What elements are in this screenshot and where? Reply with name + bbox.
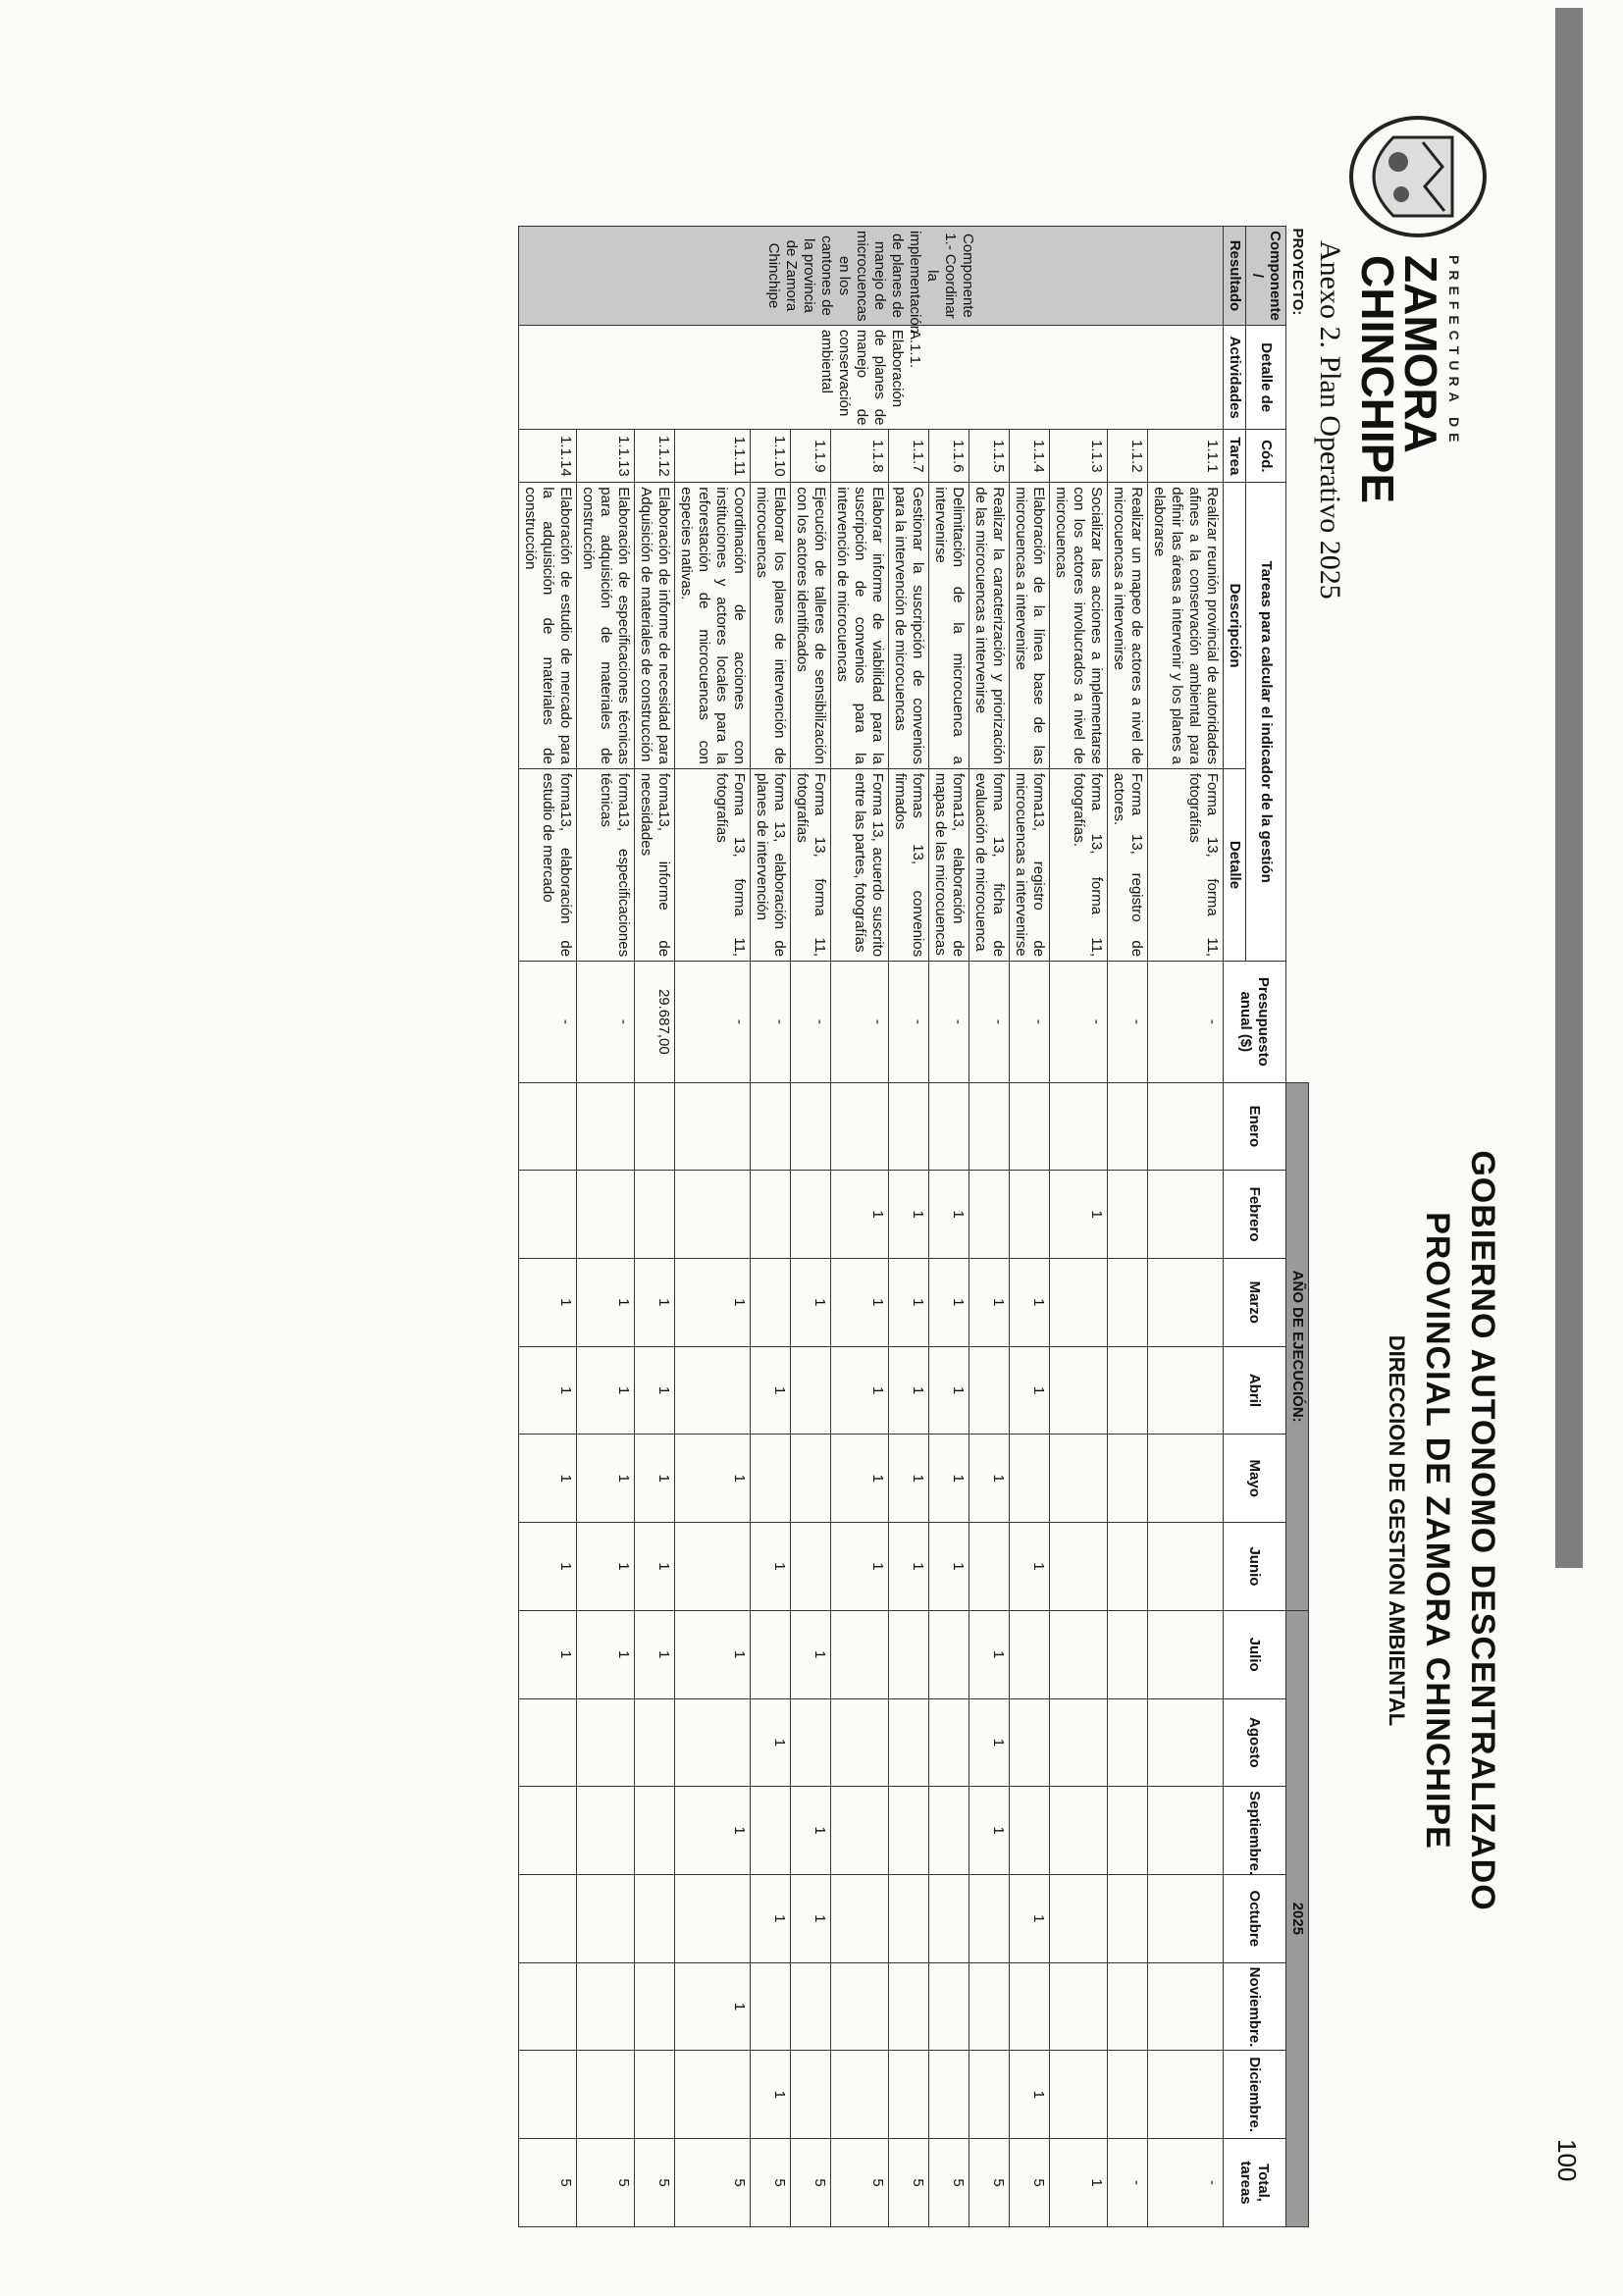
- operating-plan-table: [518, 226, 1309, 2227]
- month-header-jul: Julio: [1224, 1610, 1286, 1698]
- org-title-line1: GOBIERNO AUTONOMO DESCENTRALIZADO: [1464, 1150, 1501, 1911]
- project-label: PROYECTO:: [1289, 228, 1307, 316]
- month-value: [969, 1962, 1010, 2051]
- verification-source: Forma 13, registro de actores.: [1108, 768, 1148, 961]
- month-value: 1: [675, 1610, 751, 1698]
- month-value: [889, 1698, 929, 1787]
- month-value: 1: [831, 1435, 889, 1523]
- month-value: [519, 1787, 577, 1875]
- month-value: [929, 1610, 969, 1698]
- month-header-oct: Octubre: [1224, 1874, 1286, 1962]
- task-total: 5: [1010, 2139, 1050, 2227]
- task-total: -: [1108, 2139, 1148, 2227]
- month-value: [1010, 1787, 1050, 1875]
- table-row: [1010, 227, 1050, 2227]
- month-value: 1: [831, 1346, 889, 1435]
- month-value: [831, 1787, 889, 1875]
- month-value: 1: [929, 1435, 969, 1523]
- task-code: 1.1.4: [1010, 430, 1050, 483]
- task-code: 1.1.9: [791, 430, 831, 483]
- brand-prefix: PREFECTURA DE: [1446, 255, 1462, 448]
- month-value: 1: [635, 1610, 675, 1698]
- table-row: [889, 227, 929, 2227]
- month-header-mar: Marzo: [1224, 1258, 1286, 1346]
- month-value: [1148, 2051, 1224, 2139]
- task-description: Elaboración de informe de necesidad para Adquisición de materiales de construcción: [635, 483, 675, 769]
- department-title: DIRECCION DE GESTION AMBIENTAL: [1385, 1334, 1409, 1727]
- month-value: 1: [635, 1435, 675, 1523]
- task-code: 1.1.8: [831, 430, 889, 483]
- task-description: Realizar la caracterización y priorización de las microcuencas a intervenirse: [969, 483, 1010, 769]
- month-value: [929, 1874, 969, 1962]
- month-value: [1148, 1082, 1224, 1171]
- description-header: Descripción: [1224, 483, 1246, 769]
- month-value: [751, 1787, 791, 1875]
- month-value: [969, 2051, 1010, 2139]
- task-code: 1.1.7: [889, 430, 929, 483]
- month-value: [1108, 1962, 1148, 2051]
- month-value: [1148, 1698, 1224, 1787]
- month-value: [519, 1962, 577, 2051]
- table-row: [791, 227, 831, 2227]
- month-header-jun: Junio: [1224, 1523, 1286, 1611]
- brand-name-line1: ZAMORA: [1395, 255, 1446, 453]
- month-value: [791, 1523, 831, 1611]
- month-value: 1: [831, 1523, 889, 1611]
- month-value: [675, 1698, 751, 1787]
- month-value: 1: [831, 1171, 889, 1259]
- month-value: 1: [889, 1435, 929, 1523]
- month-value: [635, 1874, 675, 1962]
- task-total: 5: [831, 2139, 889, 2227]
- month-value: [1148, 1523, 1224, 1611]
- month-value: [1010, 1082, 1050, 1171]
- month-value: [1108, 2051, 1148, 2139]
- month-value: [577, 1171, 635, 1259]
- annual-budget: -: [519, 962, 577, 1082]
- budget-header: Presupuesto anual ($): [1224, 962, 1286, 1082]
- month-value: 1: [577, 1610, 635, 1698]
- month-value: [635, 2051, 675, 2139]
- annex-title: Anexo 2. Plan Operativo 2025: [1314, 240, 1346, 600]
- total-header: Total, tareas: [1224, 2139, 1286, 2227]
- month-value: [577, 1962, 635, 2051]
- task-code: 1.1.12: [635, 430, 675, 483]
- month-value: [1050, 1435, 1108, 1523]
- task-code: 1.1.2: [1108, 430, 1148, 483]
- month-value: [519, 2051, 577, 2139]
- verification-source: forma 13, elaboración de planes de intervención: [751, 768, 791, 961]
- month-value: [969, 1346, 1010, 1435]
- verification-source: forma13, informe de necesidades: [635, 768, 675, 961]
- page-edge-bar: [1555, 8, 1583, 1568]
- verification-source: forma13, registro de microcuencas a intervenirse: [1010, 768, 1050, 961]
- verification-source: forma 13, ficha de evaluación de microcuenca: [969, 768, 1010, 961]
- task-description: Elaborar los planes de intervención de microcuencas: [751, 483, 791, 769]
- task-total: 5: [675, 2139, 751, 2227]
- annual-budget: -: [929, 962, 969, 1082]
- month-value: 1: [675, 1435, 751, 1523]
- month-value: 1: [751, 1698, 791, 1787]
- month-value: 1: [889, 1258, 929, 1346]
- month-value: 1: [929, 1346, 969, 1435]
- table-row: [635, 227, 675, 2227]
- table-row: [1108, 227, 1148, 2227]
- month-value: [1050, 1258, 1108, 1346]
- month-value: 1: [519, 1435, 577, 1523]
- month-value: 1: [929, 1523, 969, 1611]
- annual-budget: -: [751, 962, 791, 1082]
- month-value: 1: [969, 1610, 1010, 1698]
- page-number: 100: [1552, 2139, 1582, 2182]
- month-value: [1148, 1258, 1224, 1346]
- month-value: [1010, 1435, 1050, 1523]
- month-value: [1108, 1082, 1148, 1171]
- month-value: [1050, 1962, 1108, 2051]
- activities-header: Actividades: [1224, 325, 1246, 430]
- task-total: -: [1148, 2139, 1224, 2227]
- brand-name-line2: CHINCHIPE: [1352, 255, 1403, 504]
- month-value: 1: [889, 1523, 929, 1611]
- month-value: [1050, 2051, 1108, 2139]
- month-value: 1: [1010, 1523, 1050, 1611]
- month-value: [1108, 1435, 1148, 1523]
- task-total: 5: [751, 2139, 791, 2227]
- task-total: 5: [519, 2139, 577, 2227]
- month-value: [791, 1082, 831, 1171]
- month-value: [929, 1962, 969, 2051]
- task-total: 5: [929, 2139, 969, 2227]
- month-value: [831, 1610, 889, 1698]
- month-value: 1: [675, 1258, 751, 1346]
- month-value: 1: [675, 1962, 751, 2051]
- month-value: [1108, 1698, 1148, 1787]
- month-header-nov: Noviembre.: [1224, 1962, 1286, 2051]
- month-value: [1148, 1962, 1224, 2051]
- verification-source: forma13, elaboración de estudio de mercado: [519, 768, 577, 961]
- month-value: [1148, 1346, 1224, 1435]
- table-row: [675, 227, 751, 2227]
- month-value: [1108, 1523, 1148, 1611]
- month-value: 1: [675, 1787, 751, 1875]
- month-value: 1: [791, 1258, 831, 1346]
- verification-source: forma13, elaboración de mapas de las microcuencas: [929, 768, 969, 961]
- month-value: [1050, 1698, 1108, 1787]
- month-value: [889, 1082, 929, 1171]
- activity-cell: A.1.1. Elaboración de planes de manejo de conservación ambiental: [519, 325, 1224, 430]
- task-description: Delimitación de la microcuenca a intervenirse: [929, 483, 969, 769]
- month-value: [1108, 1610, 1148, 1698]
- month-value: 1: [519, 1346, 577, 1435]
- month-header-jan: Enero: [1224, 1082, 1286, 1171]
- month-value: 1: [519, 1610, 577, 1698]
- month-value: 1: [791, 1874, 831, 1962]
- month-value: 1: [1010, 1346, 1050, 1435]
- task-code: 1.1.13: [577, 430, 635, 483]
- task-description: Elaborar informe de viabilidad para la suscripción de convenios para la intervención de microcuencas: [831, 483, 889, 769]
- annual-budget: -: [791, 962, 831, 1082]
- month-value: 1: [635, 1258, 675, 1346]
- verification-source: formas 13, convenios firmados: [889, 768, 929, 961]
- annual-budget: -: [831, 962, 889, 1082]
- task-description: Coordinación de acciones con instituciones y actores locales para la reforestación de microcuencas con especies nativas.: [675, 483, 751, 769]
- month-header-may: Mayo: [1224, 1435, 1286, 1523]
- month-value: [675, 1171, 751, 1259]
- month-value: 1: [1010, 1258, 1050, 1346]
- month-value: [1108, 1258, 1148, 1346]
- component-cell: Componente 1.- Coordinar la implementación de planes de manejo de microcuencas en los cantones de la provincia de Zamora Chinchipe: [519, 227, 1224, 326]
- month-value: [1010, 1171, 1050, 1259]
- month-value: 1: [519, 1258, 577, 1346]
- month-value: [675, 1346, 751, 1435]
- annual-budget: -: [1148, 962, 1224, 1082]
- month-value: [577, 1698, 635, 1787]
- task-total: 1: [1050, 2139, 1108, 2227]
- task-description: Realizar un mapeo de actores a nivel de microcuencas a intervenirse: [1108, 483, 1148, 769]
- month-value: 1: [969, 1258, 1010, 1346]
- task-code: 1.1.6: [929, 430, 969, 483]
- month-value: [1050, 1346, 1108, 1435]
- month-value: [929, 1082, 969, 1171]
- table-row: [929, 227, 969, 2227]
- month-value: [635, 1787, 675, 1875]
- month-value: [791, 1698, 831, 1787]
- month-value: 1: [751, 1874, 791, 1962]
- verification-source: forma13, especificaciones técnicas: [577, 768, 635, 961]
- month-value: 1: [577, 1435, 635, 1523]
- month-value: [751, 1171, 791, 1259]
- month-value: [929, 1698, 969, 1787]
- table-row: [1148, 227, 1224, 2227]
- month-value: [1050, 1874, 1108, 1962]
- month-value: 1: [635, 1523, 675, 1611]
- month-value: [577, 1874, 635, 1962]
- month-value: [831, 1698, 889, 1787]
- task-description: Elaboración de estudio de mercado para la adquisición de materiales de construcción: [519, 483, 577, 769]
- task-total: 5: [969, 2139, 1010, 2227]
- month-value: 1: [969, 1435, 1010, 1523]
- component-header: Componente /: [1246, 227, 1286, 326]
- month-value: [751, 1082, 791, 1171]
- month-value: [791, 1435, 831, 1523]
- detail-header: Detalle de: [1246, 325, 1286, 430]
- month-value: [577, 2051, 635, 2139]
- month-value: 1: [791, 1610, 831, 1698]
- annual-budget: -: [1108, 962, 1148, 1082]
- month-value: 1: [889, 1346, 929, 1435]
- month-value: [929, 2051, 969, 2139]
- task-description: Realizar reunión provincial de autoridades afines a la conservación ambiental para definir las áreas a intervenir y los planes a elaborarse: [1148, 483, 1224, 769]
- month-value: [1010, 1610, 1050, 1698]
- month-value: [1050, 1787, 1108, 1875]
- month-value: [675, 1082, 751, 1171]
- month-value: [791, 1171, 831, 1259]
- month-header-dec: Diciembre.: [1224, 2051, 1286, 2139]
- month-value: [1108, 1346, 1148, 1435]
- month-value: [791, 1346, 831, 1435]
- month-value: [889, 1610, 929, 1698]
- month-value: 1: [831, 1258, 889, 1346]
- month-value: [519, 1874, 577, 1962]
- month-value: [831, 2051, 889, 2139]
- month-value: [929, 1787, 969, 1875]
- table-row: [519, 227, 577, 2227]
- month-value: 1: [1050, 1171, 1108, 1259]
- month-value: 1: [751, 1523, 791, 1611]
- task-total: 5: [889, 2139, 929, 2227]
- month-value: [1148, 1874, 1224, 1962]
- code-header: Cód.: [1246, 430, 1286, 483]
- source-detail-header: Detalle: [1224, 768, 1246, 961]
- rotated-page-content: [196, 108, 1501, 2247]
- tasks-header: Tareas para calcular el indicador de la gestión: [1246, 483, 1286, 962]
- table-row: [831, 227, 889, 2227]
- month-value: [889, 2051, 929, 2139]
- month-value: [577, 1082, 635, 1171]
- month-value: [831, 1962, 889, 2051]
- year-value: 2025: [1286, 1610, 1309, 2226]
- annual-budget: -: [1010, 962, 1050, 1082]
- month-value: [635, 1698, 675, 1787]
- task-code: 1.1.14: [519, 430, 577, 483]
- task-description: Elaboración de la línea base de las microcuencas a intervenirse: [1010, 483, 1050, 769]
- month-value: [1108, 1874, 1148, 1962]
- month-value: [791, 2051, 831, 2139]
- table-row: [577, 227, 635, 2227]
- month-value: 1: [1010, 2051, 1050, 2139]
- month-value: 1: [577, 1346, 635, 1435]
- month-value: 1: [751, 1346, 791, 1435]
- month-value: [635, 1082, 675, 1171]
- month-value: [1010, 1962, 1050, 2051]
- table-row: [751, 227, 791, 2227]
- month-header-feb: Febrero: [1224, 1171, 1286, 1259]
- month-value: 1: [889, 1171, 929, 1259]
- month-value: [969, 1171, 1010, 1259]
- month-value: [1108, 1787, 1148, 1875]
- task-description: Gestionar la suscripción de convenios para la intervención de microcuencas: [889, 483, 929, 769]
- annual-budget: 29.687,00: [635, 962, 675, 1082]
- month-value: [751, 1258, 791, 1346]
- month-value: 1: [969, 1698, 1010, 1787]
- month-value: [889, 1787, 929, 1875]
- month-value: [519, 1698, 577, 1787]
- month-value: [969, 1874, 1010, 1962]
- month-value: 1: [929, 1258, 969, 1346]
- month-value: [969, 1523, 1010, 1611]
- month-value: [519, 1082, 577, 1171]
- month-value: 1: [635, 1346, 675, 1435]
- month-header-apr: Abril: [1224, 1346, 1286, 1435]
- month-value: [519, 1171, 577, 1259]
- annual-budget: -: [969, 962, 1010, 1082]
- year-label: AÑO DE EJECUCIÓN:: [1286, 1082, 1309, 1610]
- month-value: 1: [577, 1258, 635, 1346]
- task-total: 5: [635, 2139, 675, 2227]
- annual-budget: -: [675, 962, 751, 1082]
- task-description: Elaboración de especificaciones técnicas para adquisición de materiales de construcción: [577, 483, 635, 769]
- month-value: [675, 1874, 751, 1962]
- month-value: 1: [969, 1787, 1010, 1875]
- month-value: [1148, 1787, 1224, 1875]
- task-code: 1.1.10: [751, 430, 791, 483]
- task-code: 1.1.11: [675, 430, 751, 483]
- org-title-line2: PROVINCIAL DE ZAMORA CHINCHIPE: [1419, 1212, 1456, 1850]
- month-value: 1: [929, 1171, 969, 1259]
- month-value: [1010, 1698, 1050, 1787]
- month-value: [675, 1523, 751, 1611]
- task-total: 5: [577, 2139, 635, 2227]
- month-value: [1050, 1523, 1108, 1611]
- month-value: [751, 1962, 791, 2051]
- annual-budget: -: [1050, 962, 1108, 1082]
- month-value: [889, 1874, 929, 1962]
- table-row: [1050, 227, 1108, 2227]
- month-value: 1: [519, 1523, 577, 1611]
- result-header: Resultado: [1224, 227, 1246, 326]
- verification-source: Forma 13, forma 11, fotografías: [675, 768, 751, 961]
- verification-source: Forma 13, forma 11, fotografías: [791, 768, 831, 961]
- task-code: 1.1.3: [1050, 430, 1108, 483]
- month-value: [889, 1962, 929, 2051]
- month-value: 1: [791, 1787, 831, 1875]
- month-value: [969, 1082, 1010, 1171]
- task-total: 5: [791, 2139, 831, 2227]
- month-value: [791, 1962, 831, 2051]
- month-value: [1148, 1171, 1224, 1259]
- month-value: [635, 1962, 675, 2051]
- month-value: [831, 1874, 889, 1962]
- month-value: 1: [751, 2051, 791, 2139]
- annual-budget: -: [577, 962, 635, 1082]
- month-value: [1148, 1610, 1224, 1698]
- month-header-aug: Agosto: [1224, 1698, 1286, 1787]
- verification-source: Forma 13, acuerdo suscrito entre las partes, fotografías: [831, 768, 889, 961]
- month-value: [635, 1171, 675, 1259]
- month-value: 1: [577, 1523, 635, 1611]
- coat-of-arms-icon: [1344, 108, 1492, 245]
- task-code: 1.1.5: [969, 430, 1010, 483]
- annual-budget: -: [889, 962, 929, 1082]
- plan-rows: [519, 227, 1224, 2227]
- task-description: Socializar las acciones a implementarse con los actores involucrados a nivel de microcuencas: [1050, 483, 1108, 769]
- task-header: Tarea: [1224, 430, 1246, 483]
- month-value: [675, 2051, 751, 2139]
- month-value: [751, 1435, 791, 1523]
- month-value: [831, 1082, 889, 1171]
- month-value: [577, 1787, 635, 1875]
- table-row: [969, 227, 1010, 2227]
- month-header-sep: Septiembre.: [1224, 1787, 1286, 1875]
- month-value: [1050, 1082, 1108, 1171]
- month-value: [1050, 1610, 1108, 1698]
- task-description: Ejecución de talleres de sensibilización con los actores identificados: [791, 483, 831, 769]
- month-value: 1: [1010, 1874, 1050, 1962]
- month-value: [1148, 1435, 1224, 1523]
- verification-source: Forma 13, forma 11, fotografías: [1148, 768, 1224, 961]
- month-value: [751, 1610, 791, 1698]
- month-value: [1108, 1171, 1148, 1259]
- task-code: 1.1.1: [1148, 430, 1224, 483]
- verification-source: forma 13, forma 11, fotografías.: [1050, 768, 1108, 961]
